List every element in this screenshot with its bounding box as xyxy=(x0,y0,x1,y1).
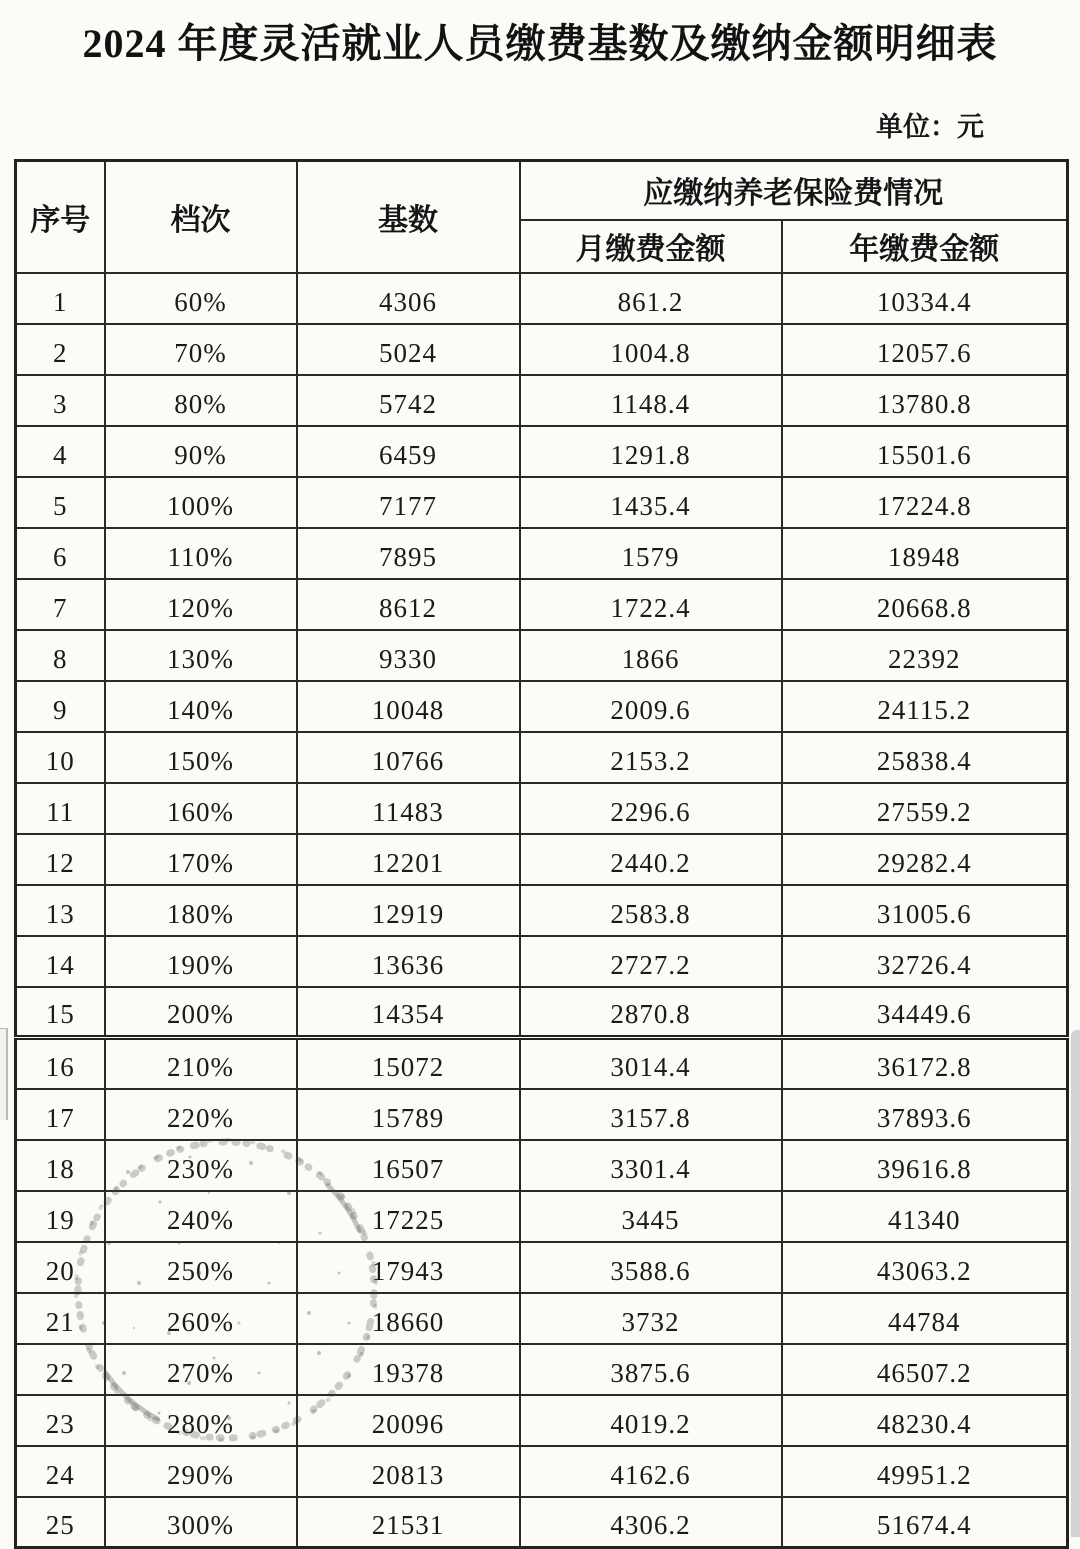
cell-yearly-amount: 39616.8 xyxy=(782,1140,1068,1191)
cell-base: 7177 xyxy=(297,477,520,528)
cell-yearly-amount: 41340 xyxy=(782,1191,1068,1242)
cell-seq: 4 xyxy=(16,426,105,477)
cell-tier: 90% xyxy=(105,426,297,477)
cell-yearly-amount: 24115.2 xyxy=(782,681,1068,732)
cell-monthly-amount: 1435.4 xyxy=(520,477,782,528)
cell-monthly-amount: 2153.2 xyxy=(520,732,782,783)
table-row xyxy=(16,1242,1068,1293)
cell-seq: 14 xyxy=(16,936,105,987)
cell-tier: 250% xyxy=(105,1242,297,1293)
cell-base: 16507 xyxy=(297,1140,520,1191)
cell-monthly-amount: 1148.4 xyxy=(520,375,782,426)
header-seq: 序号 xyxy=(16,161,105,273)
cell-tier: 70% xyxy=(105,324,297,375)
table-row xyxy=(16,1191,1068,1242)
table-row xyxy=(16,783,1068,834)
cell-tier: 130% xyxy=(105,630,297,681)
cell-base: 19378 xyxy=(297,1344,520,1395)
table-row xyxy=(16,426,1068,477)
cell-yearly-amount: 48230.4 xyxy=(782,1395,1068,1446)
table-row xyxy=(16,630,1068,681)
cell-seq: 18 xyxy=(16,1140,105,1191)
cell-seq: 1 xyxy=(16,273,105,324)
cell-base: 17943 xyxy=(297,1242,520,1293)
table-row xyxy=(16,1446,1068,1497)
cell-yearly-amount: 15501.6 xyxy=(782,426,1068,477)
cell-monthly-amount: 3732 xyxy=(520,1293,782,1344)
table-row xyxy=(16,375,1068,426)
page-edge-shadow xyxy=(1071,1030,1080,1537)
cell-monthly-amount: 2583.8 xyxy=(520,885,782,936)
cell-monthly-amount: 2440.2 xyxy=(520,834,782,885)
cell-yearly-amount: 22392 xyxy=(782,630,1068,681)
cell-base: 20813 xyxy=(297,1446,520,1497)
cell-tier: 190% xyxy=(105,936,297,987)
cell-monthly-amount: 2296.6 xyxy=(520,783,782,834)
table-row xyxy=(16,1497,1068,1548)
cell-monthly-amount: 1004.8 xyxy=(520,324,782,375)
table-row xyxy=(16,681,1068,732)
cell-seq: 22 xyxy=(16,1344,105,1395)
cell-base: 8612 xyxy=(297,579,520,630)
table-row xyxy=(16,579,1068,630)
cell-tier: 120% xyxy=(105,579,297,630)
cell-yearly-amount: 37893.6 xyxy=(782,1089,1068,1140)
cell-yearly-amount: 20668.8 xyxy=(782,579,1068,630)
cell-base: 17225 xyxy=(297,1191,520,1242)
cell-seq: 17 xyxy=(16,1089,105,1140)
cell-yearly-amount: 36172.8 xyxy=(782,1038,1068,1089)
cell-yearly-amount: 34449.6 xyxy=(782,987,1068,1038)
table-row xyxy=(16,1140,1068,1191)
cell-tier: 180% xyxy=(105,885,297,936)
cell-yearly-amount: 32726.4 xyxy=(782,936,1068,987)
cell-tier: 80% xyxy=(105,375,297,426)
table-body xyxy=(16,273,1068,1548)
cell-monthly-amount: 4306.2 xyxy=(520,1497,782,1548)
cell-tier: 300% xyxy=(105,1497,297,1548)
cell-tier: 100% xyxy=(105,477,297,528)
cell-base: 11483 xyxy=(297,783,520,834)
cell-seq: 3 xyxy=(16,375,105,426)
table-row xyxy=(16,885,1068,936)
cell-seq: 13 xyxy=(16,885,105,936)
cell-seq: 11 xyxy=(16,783,105,834)
table-row xyxy=(16,834,1068,885)
table-row xyxy=(16,528,1068,579)
cell-yearly-amount: 44784 xyxy=(782,1293,1068,1344)
cell-seq: 10 xyxy=(16,732,105,783)
cell-base: 10048 xyxy=(297,681,520,732)
cell-yearly-amount: 12057.6 xyxy=(782,324,1068,375)
cell-seq: 9 xyxy=(16,681,105,732)
cell-tier: 200% xyxy=(105,987,297,1038)
cell-seq: 25 xyxy=(16,1497,105,1548)
table-row xyxy=(16,1293,1068,1344)
table-header xyxy=(16,161,1068,273)
cell-monthly-amount: 2009.6 xyxy=(520,681,782,732)
cell-yearly-amount: 10334.4 xyxy=(782,273,1068,324)
cell-tier: 290% xyxy=(105,1446,297,1497)
cell-yearly-amount: 27559.2 xyxy=(782,783,1068,834)
cell-yearly-amount: 43063.2 xyxy=(782,1242,1068,1293)
table-row xyxy=(16,732,1068,783)
table-row xyxy=(16,324,1068,375)
cell-seq: 2 xyxy=(16,324,105,375)
cell-monthly-amount: 3445 xyxy=(520,1191,782,1242)
cell-seq: 15 xyxy=(16,987,105,1038)
cell-yearly-amount: 17224.8 xyxy=(782,477,1068,528)
cell-seq: 16 xyxy=(16,1038,105,1089)
header-group-pension: 应缴纳养老保险费情况 xyxy=(520,161,1068,220)
cell-tier: 210% xyxy=(105,1038,297,1089)
table-row xyxy=(16,1344,1068,1395)
cell-tier: 270% xyxy=(105,1344,297,1395)
cell-seq: 5 xyxy=(16,477,105,528)
cell-base: 7895 xyxy=(297,528,520,579)
cell-seq: 19 xyxy=(16,1191,105,1242)
cell-yearly-amount: 29282.4 xyxy=(782,834,1068,885)
table-row xyxy=(16,1395,1068,1446)
table-row xyxy=(16,987,1068,1038)
cell-tier: 140% xyxy=(105,681,297,732)
cell-seq: 6 xyxy=(16,528,105,579)
contribution-table xyxy=(14,159,1069,1549)
cell-yearly-amount: 46507.2 xyxy=(782,1344,1068,1395)
cell-tier: 160% xyxy=(105,783,297,834)
cell-yearly-amount: 31005.6 xyxy=(782,885,1068,936)
cell-base: 12919 xyxy=(297,885,520,936)
cell-seq: 7 xyxy=(16,579,105,630)
cell-tier: 60% xyxy=(105,273,297,324)
cell-monthly-amount: 1866 xyxy=(520,630,782,681)
page-seam-notch xyxy=(0,1028,8,1120)
cell-base: 15072 xyxy=(297,1038,520,1089)
cell-monthly-amount: 1291.8 xyxy=(520,426,782,477)
table-row xyxy=(16,273,1068,324)
cell-base: 20096 xyxy=(297,1395,520,1446)
page-title: 2024 年度灵活就业人员缴费基数及缴纳金额明细表 xyxy=(82,21,998,66)
cell-yearly-amount: 18948 xyxy=(782,528,1068,579)
cell-monthly-amount: 1579 xyxy=(520,528,782,579)
cell-monthly-amount: 3014.4 xyxy=(520,1038,782,1089)
table-row xyxy=(16,1038,1068,1089)
cell-monthly-amount: 3157.8 xyxy=(520,1089,782,1140)
cell-tier: 150% xyxy=(105,732,297,783)
cell-base: 18660 xyxy=(297,1293,520,1344)
cell-monthly-amount: 2727.2 xyxy=(520,936,782,987)
cell-base: 6459 xyxy=(297,426,520,477)
cell-monthly-amount: 2870.8 xyxy=(520,987,782,1038)
header-base: 基数 xyxy=(297,161,520,273)
cell-tier: 230% xyxy=(105,1140,297,1191)
cell-monthly-amount: 4019.2 xyxy=(520,1395,782,1446)
unit-label: 单位：元 xyxy=(876,112,984,142)
cell-tier: 220% xyxy=(105,1089,297,1140)
cell-base: 14354 xyxy=(297,987,520,1038)
cell-monthly-amount: 3301.4 xyxy=(520,1140,782,1191)
cell-base: 21531 xyxy=(297,1497,520,1548)
cell-base: 10766 xyxy=(297,732,520,783)
cell-yearly-amount: 25838.4 xyxy=(782,732,1068,783)
cell-yearly-amount: 51674.4 xyxy=(782,1497,1068,1548)
table-row xyxy=(16,1089,1068,1140)
cell-tier: 260% xyxy=(105,1293,297,1344)
cell-seq: 8 xyxy=(16,630,105,681)
cell-base: 5742 xyxy=(297,375,520,426)
cell-base: 15789 xyxy=(297,1089,520,1140)
cell-monthly-amount: 1722.4 xyxy=(520,579,782,630)
cell-tier: 240% xyxy=(105,1191,297,1242)
cell-tier: 110% xyxy=(105,528,297,579)
header-tier: 档次 xyxy=(105,161,297,273)
table-row xyxy=(16,477,1068,528)
cell-seq: 21 xyxy=(16,1293,105,1344)
cell-yearly-amount: 49951.2 xyxy=(782,1446,1068,1497)
header-monthly-amount: 月缴费金额 xyxy=(520,220,782,273)
cell-monthly-amount: 3588.6 xyxy=(520,1242,782,1293)
cell-base: 13636 xyxy=(297,936,520,987)
cell-base: 5024 xyxy=(297,324,520,375)
cell-tier: 280% xyxy=(105,1395,297,1446)
cell-tier: 170% xyxy=(105,834,297,885)
cell-seq: 20 xyxy=(16,1242,105,1293)
cell-base: 9330 xyxy=(297,630,520,681)
table-row xyxy=(16,936,1068,987)
cell-monthly-amount: 3875.6 xyxy=(520,1344,782,1395)
cell-monthly-amount: 861.2 xyxy=(520,273,782,324)
cell-monthly-amount: 4162.6 xyxy=(520,1446,782,1497)
header-yearly-amount: 年缴费金额 xyxy=(782,220,1068,273)
cell-seq: 23 xyxy=(16,1395,105,1446)
cell-yearly-amount: 13780.8 xyxy=(782,375,1068,426)
cell-base: 12201 xyxy=(297,834,520,885)
cell-seq: 12 xyxy=(16,834,105,885)
cell-seq: 24 xyxy=(16,1446,105,1497)
cell-base: 4306 xyxy=(297,273,520,324)
